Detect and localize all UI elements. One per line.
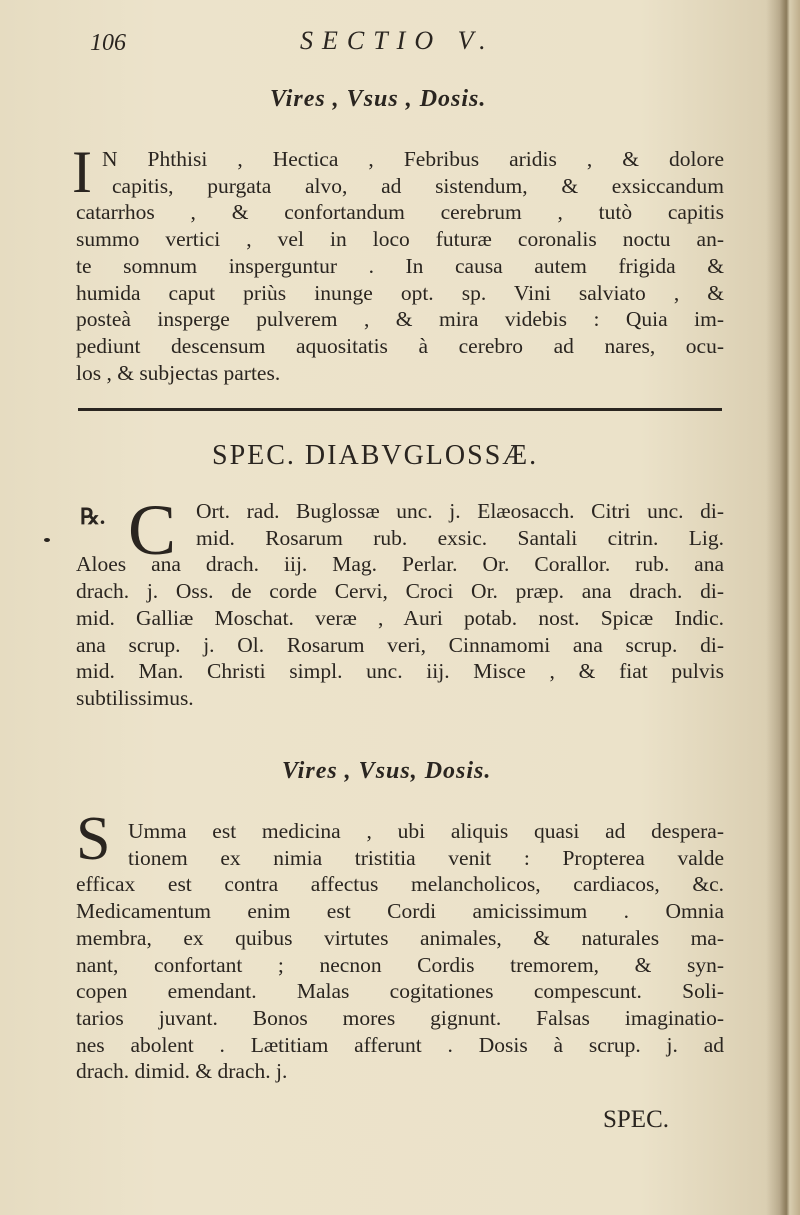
text-line: nes abolent . Lætitiam afferunt . Dosis à scrup. j. ad — [76, 1032, 724, 1057]
section2-paragraph — [76, 818, 724, 1085]
text-line: subtilissimus. — [76, 685, 194, 710]
horizontal-rule — [78, 408, 722, 411]
text-line: ana scrup. j. Ol. Rosarum veri, Cinnamomi ana scrup. di- — [76, 632, 724, 657]
spec-title: SPEC. DIABVGLOSSÆ. — [212, 440, 539, 471]
page-header — [0, 26, 760, 66]
dropcap-i: I — [72, 139, 92, 205]
text-line: drach. j. Oss. de corde Cervi, Croci Or. præp. ana drach. di- — [76, 579, 724, 604]
running-head: SECTIO V. — [300, 26, 495, 55]
text-line: humida caput priùs inunge opt. sp. Vini salviato , & — [76, 280, 724, 305]
text-line: mid. Man. Christi simpl. unc. iij. Misce , & fiat pulvis — [76, 659, 724, 684]
catchword: SPEC. — [603, 1106, 670, 1133]
text-line: nant, confortant ; necnon Cordis tremorem, & syn- — [76, 952, 724, 977]
text-line: efficax est contra affectus melancholicos, cardiacos, &c. — [76, 872, 724, 897]
text-line: capitis, purgata alvo, ad sistendum, & exsiccandum — [112, 173, 724, 198]
dropcap-s: S — [76, 805, 111, 873]
text-line: membra, ex quibus virtutes animales, & naturales ma- — [76, 925, 724, 950]
ink-speck — [44, 538, 50, 542]
page-number: 106 — [90, 30, 126, 56]
text-line: N Phthisi , Hectica , Febribus aridis , & dolore — [102, 147, 724, 171]
text-line: mid. Rosarum rub. exsic. Santali citrin. Lig. — [196, 525, 724, 550]
text-line: tarios juvant. Bonos mores gignunt. Falsas imaginatio- — [76, 1005, 724, 1030]
text-line: Ort. rad. Buglossæ unc. j. Elæosacch. Citri unc. di- — [196, 499, 724, 523]
dropcap-c: C — [128, 490, 177, 570]
text-line: tionem ex nimia tristitia venit : Propterea valde — [128, 845, 724, 870]
text-line: Aloes ana drach. iij. Mag. Perlar. Or. Corallor. rub. ana — [76, 552, 724, 577]
text-line: catarrhos , & confortandum cerebrum , tutò capitis — [76, 200, 724, 225]
text-line: pediunt descensum aquositatis à cerebro ad nares, ocu- — [76, 333, 724, 358]
text-line: copen emendant. Malas cogitationes compescunt. Soli- — [76, 979, 724, 1004]
section1-subtitle: Vires , Vsus , Dosis. — [270, 86, 487, 112]
text-line: summo vertici , vel in loco futuræ coronalis noctu an- — [76, 227, 724, 252]
text-line: los , & subjectas partes. — [76, 360, 281, 385]
text-line: Umma est medicina , ubi aliquis quasi ad despera- — [128, 819, 724, 843]
page-edge-shadow — [766, 0, 800, 1215]
spec-paragraph — [76, 498, 724, 712]
text-line: drach. dimid. & drach. j. — [76, 1059, 288, 1084]
text-line: mid. Galliæ Moschat. veræ , Auri potab. nost. Spicæ Indic. — [76, 605, 724, 630]
section2-subtitle: Vires , Vsus, Dosis. — [282, 758, 492, 784]
recipe-symbol: ℞. — [80, 504, 106, 529]
text-line: posteà insperge pulverem , & mira videbis : Quia im- — [76, 307, 724, 332]
section1-paragraph — [76, 146, 724, 386]
text-line: te somnum insperguntur . In causa autem frigida & — [76, 253, 724, 278]
text-line: Medicamentum enim est Cordi amicissimum . Omnia — [76, 899, 724, 924]
